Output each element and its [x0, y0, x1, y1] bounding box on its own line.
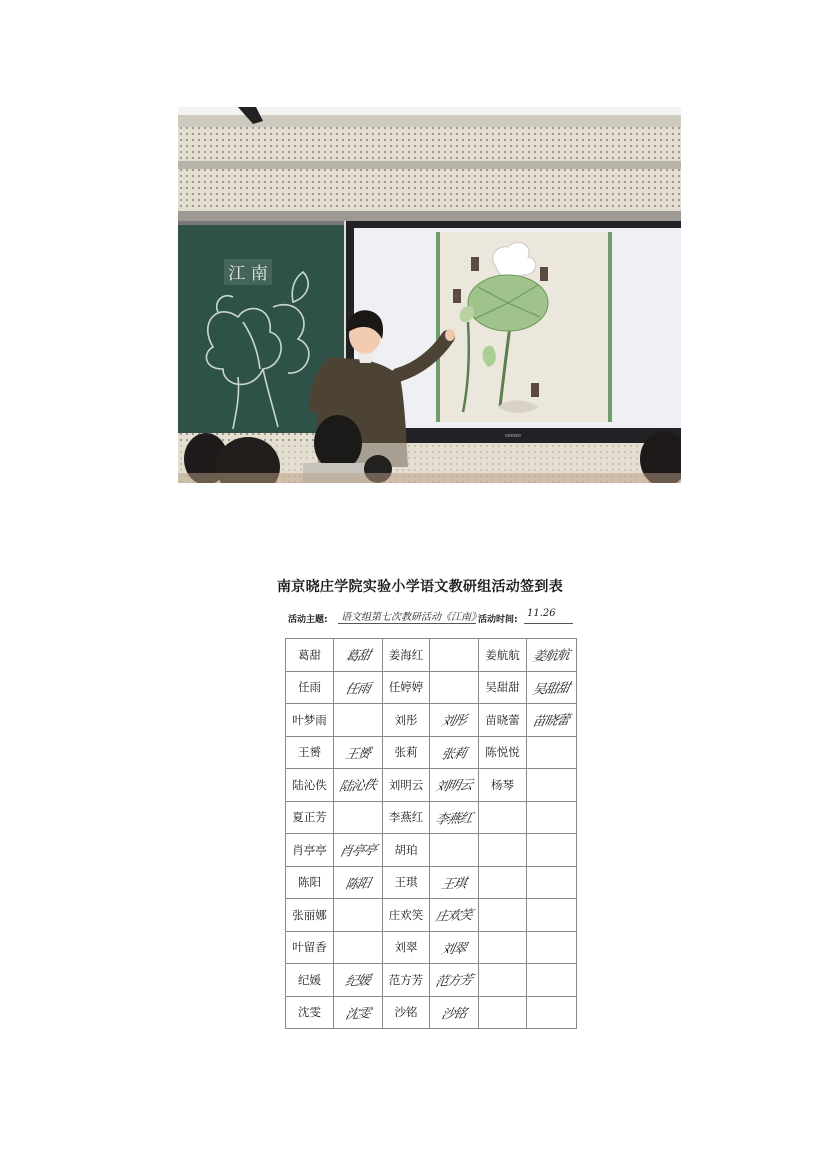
handwritten-signature: 范方芳	[433, 973, 474, 991]
classroom-photo	[178, 107, 681, 483]
signature-cell	[527, 996, 577, 1029]
signature-cell	[527, 736, 577, 769]
attendee-name: 陆沁佚	[286, 769, 334, 802]
activity-meta	[288, 608, 578, 626]
signature-cell	[334, 964, 383, 997]
signature-cell	[527, 931, 577, 964]
table-row	[286, 639, 577, 672]
attendee-name: 杨琴	[479, 769, 527, 802]
handwritten-signature: 陈阳	[343, 876, 372, 893]
signature-cell	[430, 671, 479, 704]
attendee-name: 王赟	[286, 736, 334, 769]
monitor-brand: seewo	[505, 433, 521, 439]
time-label: 活动时间:	[478, 615, 518, 625]
sign-in-table	[285, 638, 577, 1029]
attendee-name: 沙铭	[383, 996, 430, 1029]
handwritten-signature: 庄欢笑	[433, 908, 474, 926]
table-row	[286, 866, 577, 899]
handwritten-signature: 姜航航	[531, 648, 571, 666]
signature-cell	[430, 801, 479, 834]
signature-cell	[334, 996, 383, 1029]
attendee-name	[479, 931, 527, 964]
handwritten-signature: 王赟	[343, 746, 372, 763]
signature-cell	[334, 639, 383, 672]
signature-cell	[430, 931, 479, 964]
attendee-name: 王琪	[383, 866, 430, 899]
attendee-name: 陈悦悦	[479, 736, 527, 769]
table-row	[286, 769, 577, 802]
signature-cell	[527, 639, 577, 672]
table-row	[286, 704, 577, 737]
signature-cell	[334, 704, 383, 737]
signature-cell	[527, 866, 577, 899]
attendee-name: 任婷婷	[383, 671, 430, 704]
handwritten-signature: 刘翠	[439, 941, 468, 958]
signature-cell	[430, 834, 479, 867]
theme-label: 活动主题:	[288, 615, 328, 625]
attendee-name	[479, 801, 527, 834]
handwritten-signature: 李燕红	[433, 810, 474, 828]
handwritten-signature: 刘彤	[439, 713, 468, 730]
handwritten-signature: 纪媛	[343, 973, 372, 990]
attendee-name: 刘彤	[383, 704, 430, 737]
attendee-name: 任雨	[286, 671, 334, 704]
signature-cell	[334, 834, 383, 867]
time-value: 11.26	[524, 608, 573, 624]
table-row	[286, 964, 577, 997]
table-row	[286, 834, 577, 867]
attendee-name: 夏正芳	[286, 801, 334, 834]
handwritten-signature: 张莉	[439, 746, 468, 763]
attendee-name: 范方芳	[383, 964, 430, 997]
attendee-name	[479, 996, 527, 1029]
signature-cell	[430, 899, 479, 932]
signature-cell	[430, 996, 479, 1029]
signature-cell	[334, 801, 383, 834]
handwritten-signature: 葛甜	[343, 648, 372, 665]
signature-cell	[430, 704, 479, 737]
signature-cell	[334, 671, 383, 704]
attendee-name: 苗晓蕾	[479, 704, 527, 737]
blackboard-title: 江 南	[228, 264, 268, 284]
attendee-name: 胡珀	[383, 834, 430, 867]
signature-cell	[527, 671, 577, 704]
attendee-name: 张莉	[383, 736, 430, 769]
signature-cell	[527, 769, 577, 802]
table-row	[286, 931, 577, 964]
signature-cell	[430, 866, 479, 899]
attendee-name: 张丽娜	[286, 899, 334, 932]
signature-cell	[527, 899, 577, 932]
signature-cell	[334, 899, 383, 932]
table-row	[286, 996, 577, 1029]
signature-cell	[527, 704, 577, 737]
handwritten-signature: 陆沁佚	[337, 778, 378, 796]
handwritten-signature: 王琪	[439, 876, 468, 893]
handwritten-signature: 任雨	[343, 681, 372, 698]
attendee-name: 姜海红	[383, 639, 430, 672]
attendee-name: 沈雯	[286, 996, 334, 1029]
signature-cell	[334, 769, 383, 802]
attendee-name: 姜航航	[479, 639, 527, 672]
signature-cell	[430, 964, 479, 997]
attendee-name: 刘明云	[383, 769, 430, 802]
attendee-name: 叶梦雨	[286, 704, 334, 737]
attendee-name: 庄欢笑	[383, 899, 430, 932]
table-row	[286, 899, 577, 932]
handwritten-signature: 吴甜甜	[531, 680, 571, 698]
signature-cell	[334, 931, 383, 964]
attendee-name: 刘翠	[383, 931, 430, 964]
attendee-name: 吴甜甜	[479, 671, 527, 704]
attendee-name	[479, 899, 527, 932]
attendee-name: 肖亭亭	[286, 834, 334, 867]
attendee-name	[479, 834, 527, 867]
signature-cell	[430, 736, 479, 769]
handwritten-signature: 沙铭	[439, 1006, 468, 1023]
handwritten-signature: 沈雯	[343, 1006, 372, 1023]
attendee-name: 叶留香	[286, 931, 334, 964]
signature-cell	[334, 866, 383, 899]
attendee-name	[479, 964, 527, 997]
signature-cell	[430, 769, 479, 802]
handwritten-signature: 肖亭亭	[337, 843, 378, 861]
table-row	[286, 801, 577, 834]
attendee-name	[479, 866, 527, 899]
table-row	[286, 671, 577, 704]
attendee-name: 陈阳	[286, 866, 334, 899]
theme-value: 语文组第七次教研活动《江南》	[338, 608, 476, 624]
signature-cell	[334, 736, 383, 769]
signature-cell	[527, 801, 577, 834]
signature-cell	[527, 964, 577, 997]
sheet-title: 南京晓庄学院实验小学语文教研组活动签到表	[277, 579, 563, 595]
signature-cell	[527, 834, 577, 867]
table-row	[286, 736, 577, 769]
handwritten-signature: 刘明云	[433, 778, 474, 796]
handwritten-signature: 苗晓蕾	[531, 713, 571, 731]
attendee-name: 纪媛	[286, 964, 334, 997]
attendee-name: 葛甜	[286, 639, 334, 672]
signature-cell	[430, 639, 479, 672]
attendee-name: 李燕红	[383, 801, 430, 834]
